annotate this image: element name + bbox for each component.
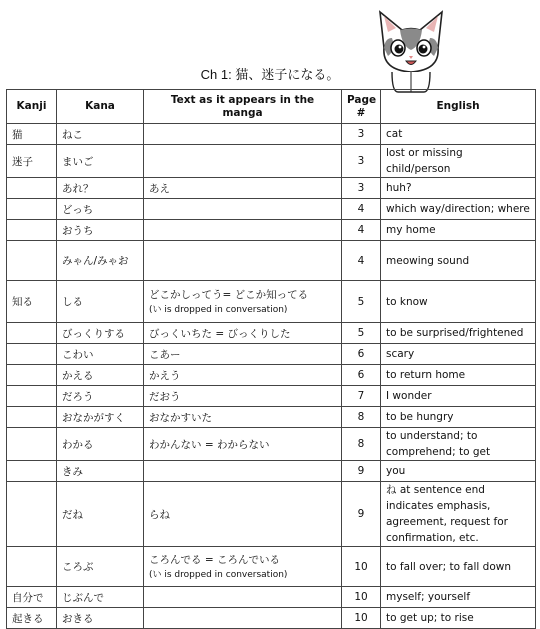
cell-text: ねこ xyxy=(62,128,83,141)
cell-text: 3 xyxy=(357,128,365,140)
cell-text: 起きる xyxy=(12,612,44,625)
cell-text: 6 xyxy=(357,369,365,381)
column-header-kana: Kana xyxy=(57,90,144,124)
cell-kanji xyxy=(7,482,57,547)
cell-page xyxy=(342,547,381,587)
cell-page xyxy=(342,386,381,407)
cell-text: myself; yourself xyxy=(386,591,471,603)
cell-manga-text xyxy=(144,124,342,145)
cell-kana xyxy=(57,344,144,365)
table-row xyxy=(7,145,536,178)
table-row xyxy=(7,587,536,608)
cell-english xyxy=(381,145,536,178)
column-header-english: English xyxy=(381,90,536,124)
cell-text: だおう xyxy=(149,390,181,403)
cell-text: 3 xyxy=(357,182,365,194)
table-row xyxy=(7,461,536,482)
cell-text: 4 xyxy=(357,224,365,236)
cell-text: びっくいちた = びっくりした xyxy=(149,327,291,340)
cell-text: 6 xyxy=(357,348,365,360)
page-title: Ch 1: 猫、迷子になる。 xyxy=(200,67,340,82)
cell-text: which way/direction; where xyxy=(386,203,530,215)
cell-text: わかる xyxy=(62,438,94,451)
cell-text: びっくりする xyxy=(62,327,125,340)
cell-english xyxy=(381,220,536,241)
cell-text: 自分で xyxy=(12,591,44,604)
cell-english xyxy=(381,365,536,386)
cell-kanji xyxy=(7,124,57,145)
cell-kanji xyxy=(7,407,57,428)
cell-text: you xyxy=(386,465,406,477)
cell-text: 5 xyxy=(357,327,365,339)
cell-page xyxy=(342,241,381,281)
cell-english xyxy=(381,407,536,428)
cell-text: まいご xyxy=(62,155,94,168)
cell-text: こわい xyxy=(62,348,94,361)
cell-english xyxy=(381,241,536,281)
table-row xyxy=(7,124,536,145)
cell-manga-text xyxy=(144,281,342,323)
cell-kanji xyxy=(7,241,57,281)
cell-text: 10 xyxy=(354,612,368,624)
cell-kana xyxy=(57,407,144,428)
cell-kanji xyxy=(7,145,57,178)
cell-text: 4 xyxy=(357,254,365,267)
cell-text: だね xyxy=(62,508,83,521)
cell-page xyxy=(342,220,381,241)
cell-english xyxy=(381,323,536,344)
table-row xyxy=(7,407,536,428)
cell-text: 7 xyxy=(357,390,365,402)
cell-manga-text xyxy=(144,199,342,220)
text-note: (い is dropped in conversation) xyxy=(149,304,288,315)
cell-page xyxy=(342,124,381,145)
cell-manga-text xyxy=(144,145,342,178)
cell-manga-text xyxy=(144,344,342,365)
table-row xyxy=(7,241,536,281)
column-header-kanji: Kanji xyxy=(7,90,57,124)
cell-text: to understand; to comprehend; to get xyxy=(386,430,491,458)
cell-kana xyxy=(57,145,144,178)
cell-text: meowing sound xyxy=(386,254,470,267)
cell-text: to be hungry xyxy=(386,411,454,423)
cell-page xyxy=(342,145,381,178)
cell-kanji xyxy=(7,608,57,629)
cell-kanji xyxy=(7,386,57,407)
cell-manga-text xyxy=(144,241,342,281)
cell-text: どこかしってう= どこか知ってる xyxy=(149,288,309,301)
cat-icon xyxy=(376,8,446,94)
cell-kana xyxy=(57,323,144,344)
cell-kana xyxy=(57,587,144,608)
cell-english xyxy=(381,281,536,323)
cell-text: 10 xyxy=(354,560,368,573)
cell-kana xyxy=(57,365,144,386)
cell-kana xyxy=(57,428,144,461)
cell-text: どっち xyxy=(62,203,94,216)
cell-kana xyxy=(57,178,144,199)
cell-text: 10 xyxy=(354,591,368,603)
table-row xyxy=(7,199,536,220)
cell-kana xyxy=(57,608,144,629)
cell-text: しる xyxy=(62,296,83,308)
cell-kana xyxy=(57,386,144,407)
cell-text: 8 xyxy=(357,411,365,423)
cell-text: to get up; to rise xyxy=(386,612,474,624)
table-body xyxy=(7,124,536,629)
cell-english xyxy=(381,608,536,629)
cell-english xyxy=(381,386,536,407)
cell-manga-text xyxy=(144,428,342,461)
cell-page xyxy=(342,199,381,220)
cell-english xyxy=(381,482,536,547)
column-header-page: Page # xyxy=(342,90,381,124)
cell-text: ころんでる = ころんでいる xyxy=(149,553,280,566)
cell-text: 5 xyxy=(357,295,365,308)
cell-text: かえう xyxy=(149,369,181,382)
cell-page xyxy=(342,461,381,482)
cell-manga-text xyxy=(144,461,342,482)
table-header-row xyxy=(7,90,536,124)
cell-text: 知る xyxy=(12,296,33,308)
cell-text: おうち xyxy=(62,224,94,237)
cell-text: 迷子 xyxy=(12,155,33,168)
cell-manga-text xyxy=(144,365,342,386)
cell-kanji xyxy=(7,199,57,220)
cell-kanji xyxy=(7,428,57,461)
cell-kana xyxy=(57,461,144,482)
cell-text: あえ xyxy=(149,182,170,195)
table-row xyxy=(7,344,536,365)
table-row xyxy=(7,365,536,386)
cell-text: わかんない = わからない xyxy=(149,438,270,451)
cell-page xyxy=(342,587,381,608)
cell-kanji xyxy=(7,365,57,386)
cell-text: I wonder xyxy=(386,390,432,402)
cell-manga-text xyxy=(144,386,342,407)
cell-text: to be surprised/frightened xyxy=(386,327,524,339)
cell-english xyxy=(381,547,536,587)
cell-text: ころぶ xyxy=(62,561,94,573)
cell-kana xyxy=(57,547,144,587)
table-row xyxy=(7,608,536,629)
cell-text: こあー xyxy=(149,348,181,361)
cell-text: huh? xyxy=(386,182,412,194)
cell-kanji xyxy=(7,344,57,365)
cell-page xyxy=(342,365,381,386)
table-row xyxy=(7,220,536,241)
table-row xyxy=(7,178,536,199)
cell-page xyxy=(342,323,381,344)
cell-text: to fall over; to fall down xyxy=(386,560,511,573)
cell-page xyxy=(342,482,381,547)
cell-kanji xyxy=(7,587,57,608)
cell-kanji xyxy=(7,323,57,344)
vocab-table xyxy=(6,89,536,629)
table-row xyxy=(7,547,536,587)
cell-text: ね at sentence end indicates emphasis, agreement, request for confirmation, etc. xyxy=(386,484,508,544)
cell-english xyxy=(381,199,536,220)
text-note: (い is dropped in conversation) xyxy=(149,569,288,580)
cell-text: 9 xyxy=(357,508,365,520)
cell-text: だろう xyxy=(62,390,94,403)
cell-page xyxy=(342,608,381,629)
cell-kana xyxy=(57,241,144,281)
cell-english xyxy=(381,428,536,461)
cell-kanji xyxy=(7,281,57,323)
cell-text: 9 xyxy=(357,465,365,477)
cell-text: scary xyxy=(386,348,415,360)
table-row xyxy=(7,428,536,461)
cell-english xyxy=(381,587,536,608)
cell-kanji xyxy=(7,178,57,199)
cell-english xyxy=(381,461,536,482)
cell-kanji xyxy=(7,220,57,241)
table-row xyxy=(7,482,536,547)
cell-text: 8 xyxy=(357,438,365,450)
column-header-text: Text as it appears in the manga xyxy=(144,90,342,124)
cell-english xyxy=(381,124,536,145)
cell-manga-text xyxy=(144,587,342,608)
cell-text: らね xyxy=(149,508,170,521)
cell-text: 3 xyxy=(357,155,365,167)
cell-text: 4 xyxy=(357,203,365,215)
cell-kana xyxy=(57,281,144,323)
cell-text: かえる xyxy=(62,369,94,382)
cell-page xyxy=(342,407,381,428)
cell-text: lost or missing child/person xyxy=(386,147,463,175)
cell-kana xyxy=(57,220,144,241)
cell-text: to know xyxy=(386,295,428,308)
cell-text: おなかがすく xyxy=(62,411,125,424)
cell-manga-text xyxy=(144,547,342,587)
cell-text: おきる xyxy=(62,612,94,625)
cell-kana xyxy=(57,199,144,220)
cell-text: みゃん/みゃお xyxy=(62,255,129,267)
cell-text: きみ xyxy=(62,465,83,478)
cell-page xyxy=(342,344,381,365)
cell-english xyxy=(381,178,536,199)
cell-text: to return home xyxy=(386,369,466,381)
cell-manga-text xyxy=(144,407,342,428)
cell-page xyxy=(342,178,381,199)
cell-english xyxy=(381,344,536,365)
cell-manga-text xyxy=(144,220,342,241)
cell-kanji xyxy=(7,461,57,482)
table-row xyxy=(7,386,536,407)
cell-text: おなかすいた xyxy=(149,411,212,424)
cell-text: cat xyxy=(386,128,403,140)
cell-manga-text xyxy=(144,323,342,344)
table-row xyxy=(7,281,536,323)
cell-manga-text xyxy=(144,482,342,547)
cell-kana xyxy=(57,482,144,547)
cell-text: 猫 xyxy=(12,128,23,141)
cell-text: my home xyxy=(386,224,436,236)
cell-text: あれ？ xyxy=(62,182,94,195)
cell-kanji xyxy=(7,547,57,587)
cell-manga-text xyxy=(144,608,342,629)
cell-text: じぶんで xyxy=(62,591,104,604)
cell-manga-text xyxy=(144,178,342,199)
cell-page xyxy=(342,428,381,461)
cell-kana xyxy=(57,124,144,145)
table-row xyxy=(7,323,536,344)
cell-page xyxy=(342,281,381,323)
